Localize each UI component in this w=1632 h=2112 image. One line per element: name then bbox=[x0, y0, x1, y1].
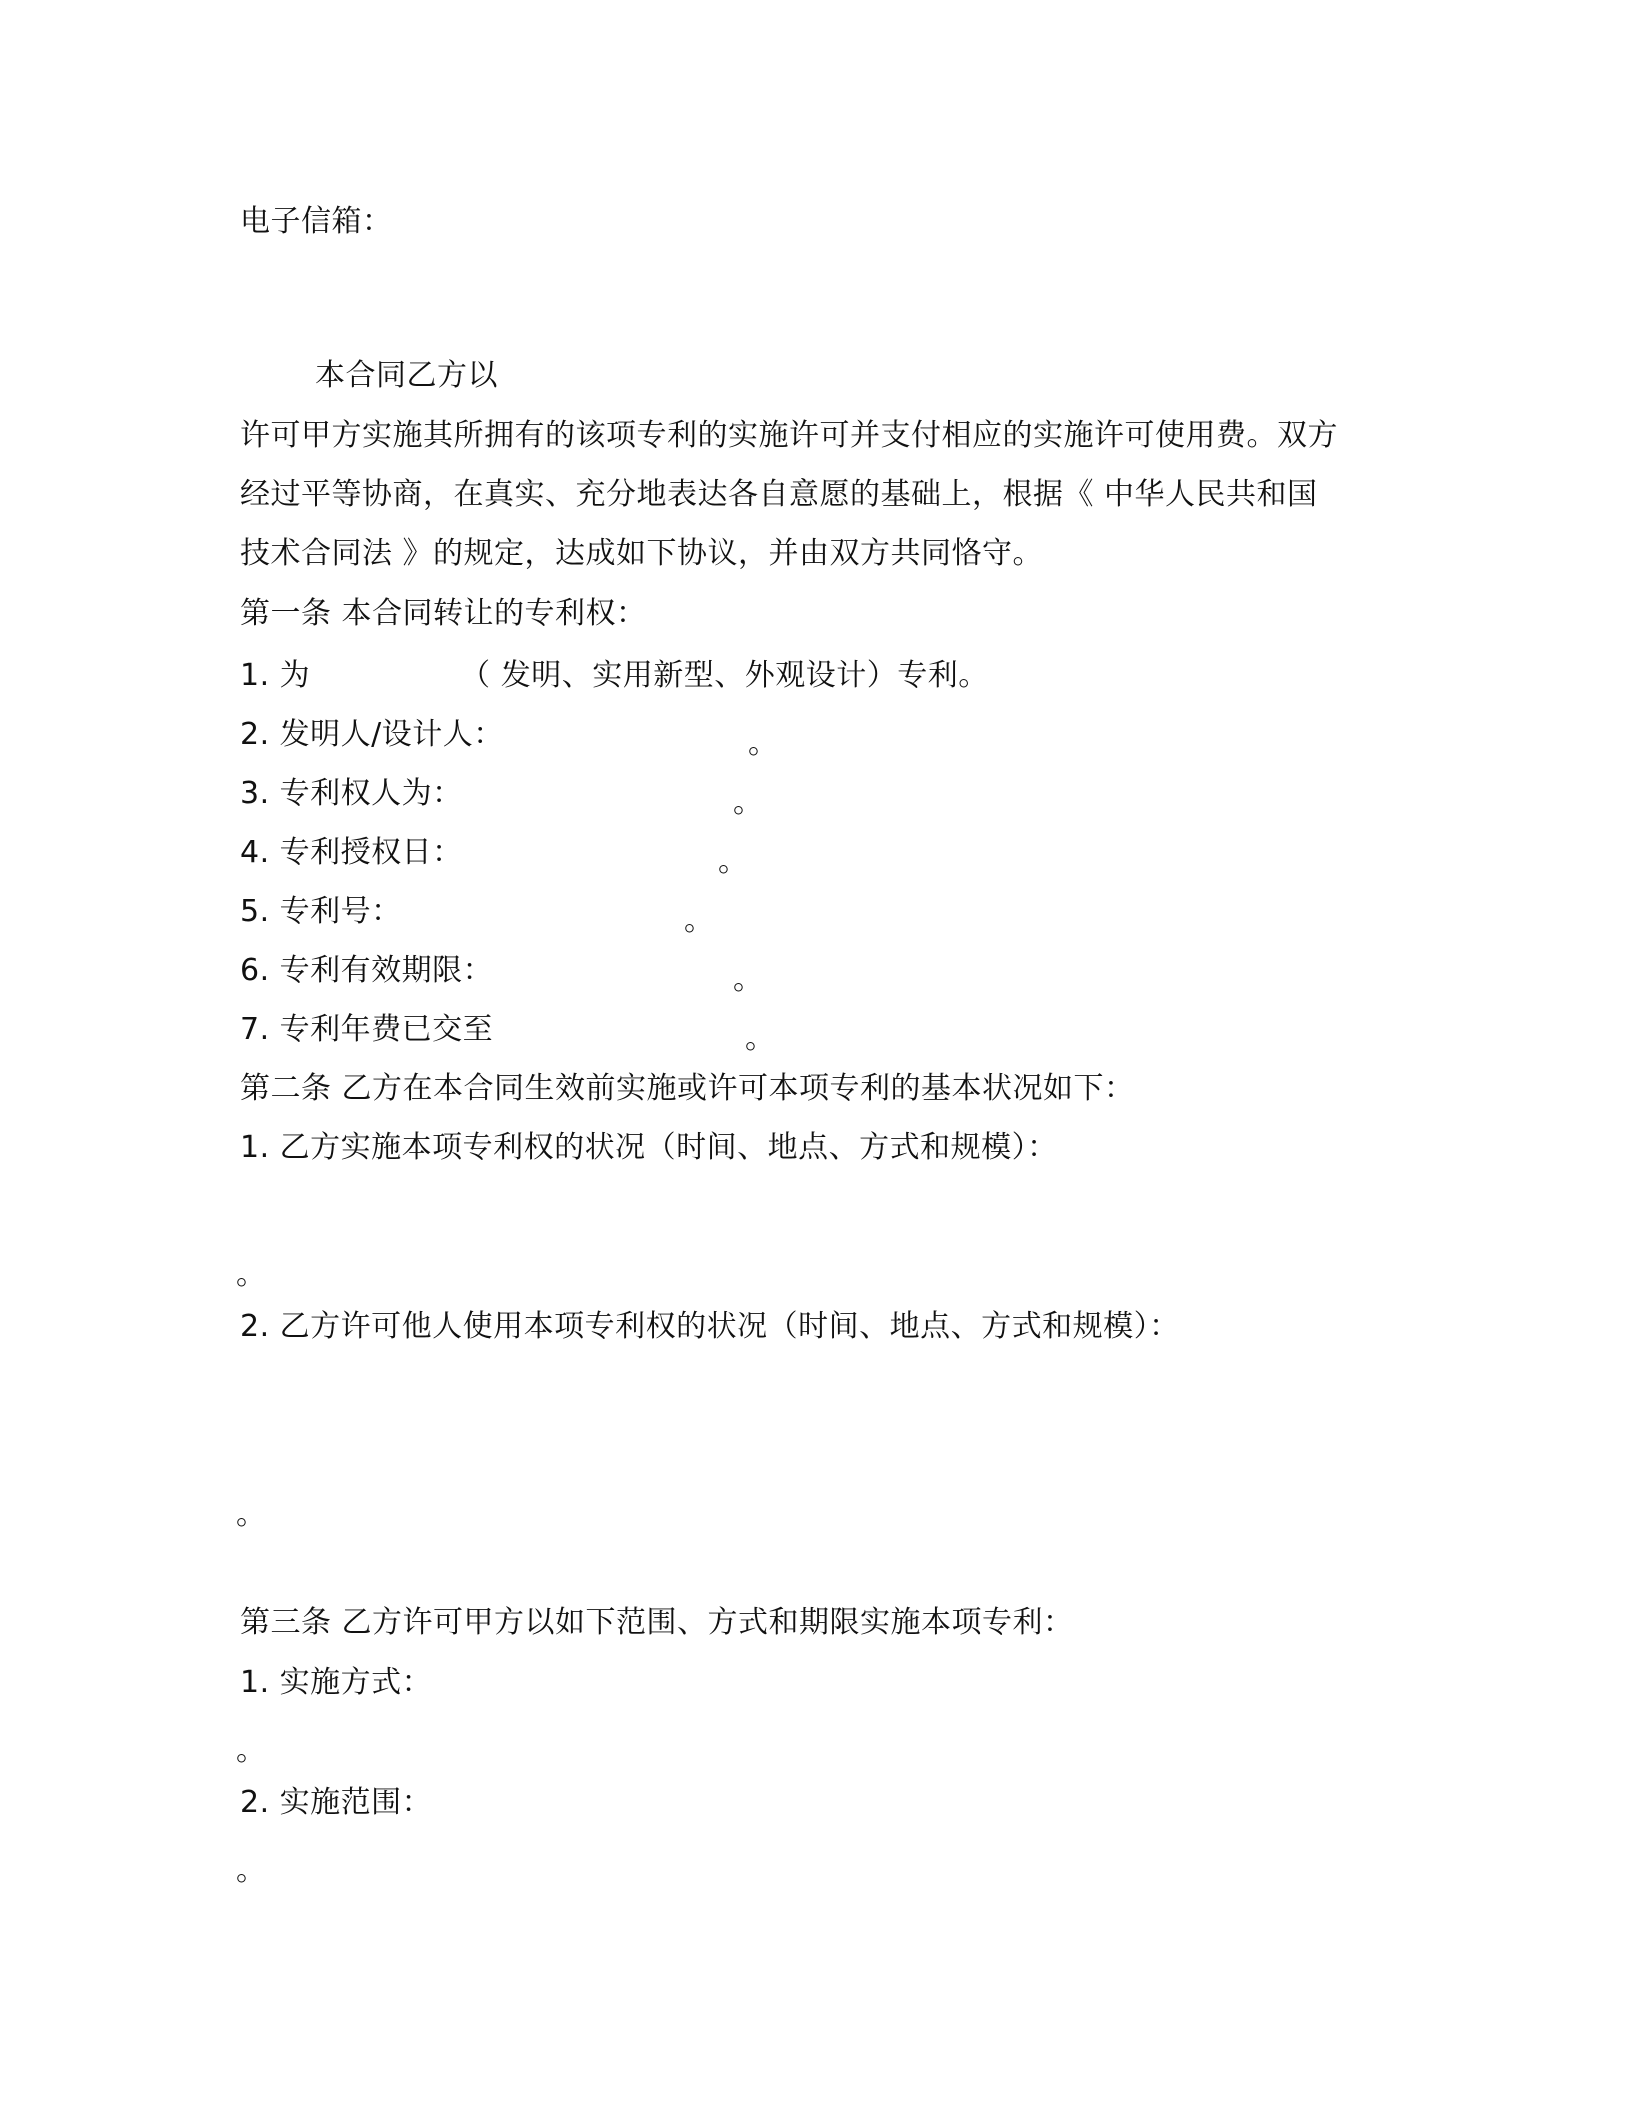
item-1-suffix: （ 发明、实用新型、外观设计）专利。 bbox=[460, 658, 989, 693]
article-3-item-1: 1. 实施方式： bbox=[240, 1665, 433, 1700]
item-1-prefix: 1. 为 bbox=[240, 658, 311, 693]
article-1-item-4: 4. 专利授权日： bbox=[240, 835, 463, 870]
email-label: 电子信箱： bbox=[240, 204, 393, 239]
article-1-item-7: 7. 专利年费已交至 bbox=[240, 1012, 494, 1047]
article-1-item-3: 3. 专利权人为： bbox=[240, 776, 463, 811]
article-1-title: 第一条 本合同转让的专利权： bbox=[240, 596, 647, 631]
end-mark: 。 bbox=[236, 1733, 266, 1768]
article-1-item-5: 5. 专利号： bbox=[240, 894, 402, 929]
end-mark: 。 bbox=[745, 1021, 775, 1056]
article-2-item-2: 2. 乙方许可他人使用本项专利权的状况（时间、地点、方式和规模）： bbox=[240, 1309, 1180, 1344]
article-3-title: 第三条 乙方许可甲方以如下范围、方式和期限实施本项专利： bbox=[240, 1605, 1074, 1640]
end-mark: 。 bbox=[733, 962, 763, 997]
intro-line-2: 经过平等协商，在真实、充分地表达各自意愿的基础上，根据《 中华人民共和国 bbox=[240, 477, 1318, 512]
end-mark: 。 bbox=[236, 1497, 266, 1532]
end-mark: 。 bbox=[684, 903, 714, 938]
article-1-item-2: 2. 发明人/设计人： bbox=[240, 717, 504, 752]
end-mark: 。 bbox=[733, 785, 763, 820]
end-mark: 。 bbox=[236, 1853, 266, 1888]
end-mark: 。 bbox=[718, 844, 748, 879]
intro-line-1: 许可甲方实施其所拥有的该项专利的实施许可并支付相应的实施许可使用费。双方 bbox=[240, 418, 1338, 453]
article-3-item-2: 2. 实施范围： bbox=[240, 1785, 433, 1820]
intro-start: 本合同乙方以 bbox=[315, 358, 498, 393]
end-mark: 。 bbox=[748, 726, 778, 761]
intro-line-3: 技术合同法 》的规定，达成如下协议，并由双方共同恪守。 bbox=[240, 536, 1044, 571]
article-2-item-1: 1. 乙方实施本项专利权的状况（时间、地点、方式和规模）： bbox=[240, 1130, 1058, 1165]
article-1-item-6: 6. 专利有效期限： bbox=[240, 953, 494, 988]
end-mark: 。 bbox=[236, 1257, 266, 1292]
article-1-item-1 bbox=[240, 656, 989, 696]
article-2-title: 第二条 乙方在本合同生效前实施或许可本项专利的基本状况如下： bbox=[240, 1071, 1135, 1106]
